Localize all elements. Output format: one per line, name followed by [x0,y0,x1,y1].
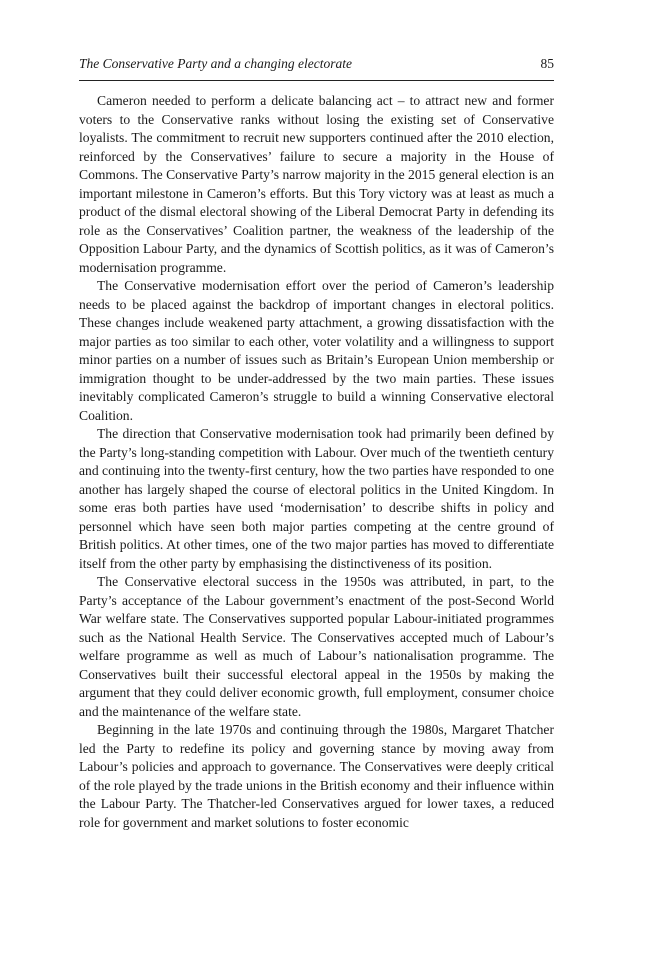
paragraph: Cameron needed to perform a delicate balancing act – to attract new and former voters to the Conservative ranks without losing the existing set of Conservative loyalists. The commitment to recruit new supporters continued after the 2010 election, reinforced by the Conservatives’ failure to secure a majority in the House of Commons. The Conservative Party’s narrow majority in the 2015 general election is an important milestone in Cameron’s efforts. But this Tory victory was at least as much a product of the dismal electoral showing of the Liberal Democrat Party in defending its role as the Conservatives’ Coalition partner, the weakness of the leadership of the Opposition Labour Party, and the dynamics of Scottish politics, as it was of Cameron’s modernisation programme. [79,93,554,275]
paragraph: Beginning in the late 1970s and continuing through the 1980s, Margaret Thatcher led the Party to redefine its policy and governing stance by moving away from Labour’s policies and approach to governance. The Conservatives were deeply critical of the role played by the trade unions in the British economy and their influence within the Labour Party. The Thatcher-led Conservatives argued for lower taxes, a reduced role for government and market solutions to foster economic [79,722,554,830]
body-text [79,92,554,832]
running-title: The Conservative Party and a changing electorate [79,56,352,71]
paragraph: The Conservative electoral success in the 1950s was attributed, in part, to the Party’s acceptance of the Labour government’s enactment of the post-Second World War welfare state. The Conservatives supported popular Labour-initiated programmes such as the National Health Service. The Conservatives accepted much of Labour’s welfare programme as well as much of Labour’s nationalisation programme. The Conservatives built their successful electoral appeal in the 1950s by making the argument that they could deliver economic growth, full employment, consumer choice and the maintenance of the welfare state. [79,574,554,719]
running-head [79,56,554,81]
paragraph: The direction that Conservative modernisation took had primarily been defined by the Party’s long-standing competition with Labour. Over much of the twentieth century and continuing into the twenty-first century, how the two parties have responded to one another has largely shaped the course of electoral politics in the United Kingdom. In some eras both parties have used ‘modernisation’ to describe shifts in policy and personnel which have seen both major parties competing at the centre ground of British politics. At other times, one of the two major parties has moved to differentiate itself from the other party by emphasising the distinctiveness of its position. [79,426,554,571]
paragraph: The Conservative modernisation effort over the period of Cameron’s leadership needs to be placed against the backdrop of important changes in electoral politics. These changes include weakened party attachment, a growing dissatisfaction with the major parties as too similar to each other, voter volatility and a willingness to support minor parties on a number of issues such as Britain’s European Union membership or immigration thought to be under-addressed by the two main parties. These issues inevitably complicated Cameron’s struggle to build a winning Conservative electoral Coalition. [79,278,554,423]
page-number: 85 [540,56,554,71]
